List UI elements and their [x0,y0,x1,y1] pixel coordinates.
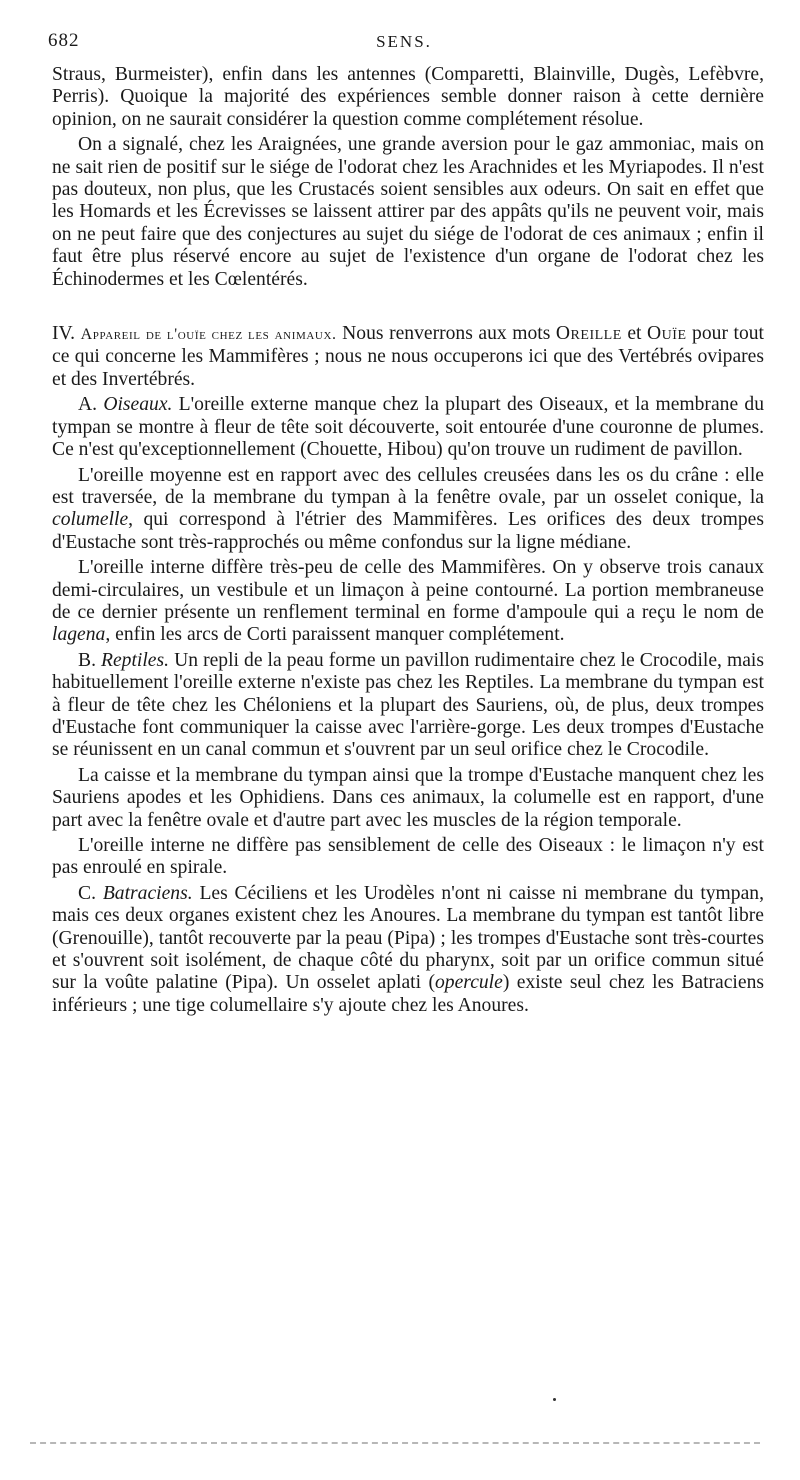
paragraph-limacon: L'oreille interne ne diffère pas sensiblement de celle des Oiseaux : le limaçon n'y est pas enroulé en spirale. [52,835,764,879]
subsection-label: C. [78,882,103,904]
paragraph-text: , enfin les arcs de Corti paraissent manquer complétement. [105,624,565,646]
subsection-label: A. [78,394,104,416]
paragraph-caisse: La caisse et la membrane du tympan ainsi que la trompe d'Eustache manquent chez les Sauriens apodes et les Ophidiens. Dans ces animaux, la columelle est en rapport, d'une part avec la fenêtre ovale et d'autre part avec les muscles de la région temporale. [52,764,764,831]
paragraph-text: L'oreille externe manque chez la plupart des Oiseaux, et la membrane du tympan se montre à fleur de tête soit découverte, soit entourée d'une couronne de plumes. Ce n'est qu'exceptionnellement (Chouette, Hibou) qu'on trouve un rudiment de pavillon. [52,394,764,461]
section-text: et [621,323,648,345]
subsection-title: Oiseaux. [103,394,173,416]
page-header [48,30,760,60]
paragraph-text: , qui correspond à l'étrier des Mammifères. Les orifices des deux trompes d'Eustache sont très-rapprochés ou même confondus sur la ligne médiane. [52,509,764,553]
paragraph-text: Les Céciliens et les Urodèles n'ont ni caisse ni membrane du tympan, mais ces deux organes existent chez les Anoures. La membrane du tympan est tantôt libre (Grenouille), tantôt recouverte par la peau (Pipa) ; les trompes d'Eustache sont très-courtes et s'ouvrent soit isolément, de chaque côté du pharynx, soit par un orifice commun situé sur la voûte palatine (Pipa). Un osselet aplati ( [52,882,764,994]
italic-term: opercule [435,972,503,994]
paragraph-1: Straus, Burmeister), enfin dans les antennes (Comparetti, Blainville, Dugès, Lefèbvre, Perris). Quoique la majorité des expériences semble donner raison à cette dernière opinion, on ne saurait considérer la question comme complétement résolue. [52,64,764,130]
paragraph-text: ) existe seul chez les Batraciens inférieurs ; une tige columellaire s'y ajoute chez les Anoures. [52,972,764,1016]
page-number: 682 [48,30,80,51]
paragraph-oreille-moyenne [52,465,764,555]
cross-reference: Ouïe [647,323,687,345]
footer-rule [30,1442,760,1444]
section-heading: Appareil de l'ouïe chez les animaux. [80,326,337,344]
paragraph-text: Un repli de la peau forme un pavillon rudimentaire chez le Crocodile, mais habituellement l'oreille externe n'existe pas chez les Reptiles. La membrane du tympan est à fleur de tête chez les Chéloniens et la plupart des Sauriens, où, de plus, deux trompes d'Eustache font communiquer la caisse avec l'arrière-gorge. Les deux trompes d'Eustache se réunissent en un canal commun et s'ouvrent par un seul orifice chez le Crocodile. [52,649,764,761]
cross-reference: Oreille [555,323,622,345]
italic-term: columelle [52,509,129,531]
paragraph-text: L'oreille moyenne est en rapport avec des cellules creusées dans les os du crâne : elle est traversée, de la membrane du tympan à la fenêtre ovale, par un osselet conique, la [52,464,764,508]
paragraph-oiseaux [52,394,764,461]
paragraph-batraciens [52,883,764,1017]
running-title: SENS. [376,32,432,51]
paragraph-oreille-interne [52,557,764,647]
italic-term: lagena [52,624,106,646]
paragraph-2: On a signalé, chez les Araignées, une grande aversion pour le gaz ammoniac, mais on ne sait rien de positif sur le siége de l'odorat chez les Arachnides et les Myriapodes. Il n'est pas douteux, non plus, que les Crustacés soient sensibles aux odeurs. On sait en effet que les Homards et les Écrevisses se laissent attirer par des appâts qu'ils ne peuvent voir, mais on ne peut faire que des conjectures au sujet du siége de l'odorat de ces animaux ; enfin il faut être plus réservé encore au sujet de l'existence d'un organe de l'odorat chez les Échinodermes et les Cœlentérés. [52,134,764,290]
section-iv-paragraph [52,323,764,391]
subsection-title: Batraciens. [102,882,193,904]
subsection-label: B. [78,649,102,671]
section-text: Nous renverrons aux mots [336,323,556,345]
body-text [52,64,764,1017]
section-number: IV. [52,323,81,345]
scan-speck [553,1398,556,1401]
subsection-title: Reptiles. [101,649,170,671]
paragraph-reptiles [52,650,764,762]
section-text: pour tout ce qui concerne les Mammifères ; nous ne nous occuperons ici que des Vertébrés ovipares et des Invertébrés. [52,323,764,390]
paragraph-text: L'oreille interne diffère très-peu de celle des Mammifères. On y observe trois canaux demi-circulaires, un vestibule et un limaçon à peine contourné. La portion membraneuse de ce dernier présente un renflement terminal en forme d'ampoule qui a reçu le nom de [52,557,764,623]
